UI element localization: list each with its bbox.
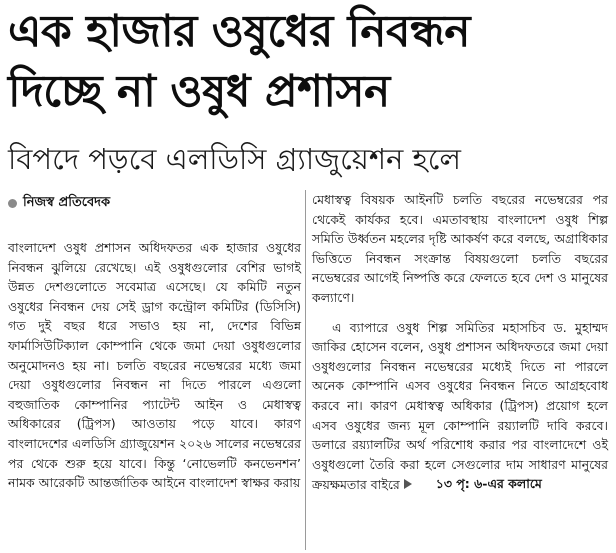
byline-text: নিজস্ব প্রতিবেদক — [23, 195, 111, 210]
right-paragraph-2-text: এ ব্যাপারে ওষুধ শিল্প সমিতির মহাসচিব ড. মুহাম্মদ জাকির হোসেন বলেন, ওষুধ প্রশাসন অধিদফতরে জমা দেয়া ওষুধগুলোর নিবন্ধন নভেম্বরের মধ্যেই দিতে না পারলে অনেক কোম্পানি এসব ওষুধের নিবন্ধন নিতে আগ্রহবোধ করবে না। কারণ মেধাস্বত্ব অধিকার (ট্রিপস) প্রয়োগ হলে এসব ওষুধের জন্য মূল কোম্পানি রয়্যালটি দাবি করবে। ডলারে রয়্যালটির অর্থ পরিশোধ করার পর বাংলাদেশে ওই ওষুধগুলো তৈরি করা হলে সেগুলোর দাম সাধারণ মানুষের ক্রয়ক্ষমতার বাইরে — [312, 319, 608, 493]
arrow-right-icon — [404, 479, 412, 489]
column-divider — [305, 190, 306, 550]
article-column-right — [312, 190, 608, 550]
right-paragraph-1: মেধাস্বত্ব বিষয়ক আইনটি চলতি বছরের নভেম্বরের পর থেকেই কার্যকর হবে। এমতাবস্থায় বাংলাদেশ ওষুধ শিল্প সমিতি উর্ধ্বতন মহলের দৃষ্টি আকর্ষণ করে বলছে, অগ্রাধিকার ভিত্তিতে নিবন্ধন সংক্রান্ত বিষয়গুলো চলতি বছরের নভেম্বরের আগেই নিষ্পত্তি করে ফেলতে হবে দেশ ও মানুষের কল্যাণে। — [312, 192, 608, 305]
bullet-icon — [8, 199, 17, 208]
subheadline: বিপদে পড়বে এলডিসি গ্র্যাজুয়েশন হলে — [8, 142, 462, 176]
continuation-jump[interactable] — [404, 474, 542, 494]
right-paragraph-2 — [312, 318, 608, 495]
headline — [8, 2, 608, 122]
headline-line-2: দিচ্ছে না ওষুধ প্রশাসন — [8, 66, 390, 117]
article-column-left — [8, 190, 301, 550]
continuation-text: ১৩ পৃ: ৬-এর কলামে — [435, 476, 542, 492]
left-paragraph-1: বাংলাদেশ ওষুধ প্রশাসন অধিদফতর এক হাজার ওষুধের নিবন্ধন ঝুলিয়ে রেখেছে। এই ওষুধগুলোর বেশির ভাগই উন্নত দেশগুলোতে সবেমাত্র এসেছে। যে কমিটি নতুন ওষুধের নিবন্ধন দেয় সেই ড্রাগ কন্ট্রোল কমিটির (ডিসিসি) গত দুই বছর ধরে সভাও হয় না, দেশের বিভিন্ন ফার্মাসিউটিক্যাল কোম্পানি থেকে জমা দেয়া ওষুধগুলোর অনুমোদনও হয় না। চলতি বছরের নভেম্বরের মধ্যে জমা দেয়া ওষুধগুলোর নিবন্ধন না দিতে পারলে এগুলো বহুজাতিক কোম্পানির প্যাটেন্ট আইন ও মেধাস্বত্ব অধিকারের (ট্রিপস) আওতায় পড়ে যাবে। কারণ বাংলাদেশের এলডিসি গ্র্যাজুয়েশন ২০২৬ সালের নভেম্বরের পর থেকে শুরু হয়ে যাবে। কিন্তু ‘নোভেলটি কনভেনশন’ নামক আরেকটি আন্তর্জাতিক আইনে বাংলাদেশ স্বাক্ষর করায় — [8, 240, 301, 491]
headline-line-1: এক হাজার ওষুধের নিবন্ধন — [8, 6, 471, 57]
byline — [8, 194, 301, 212]
